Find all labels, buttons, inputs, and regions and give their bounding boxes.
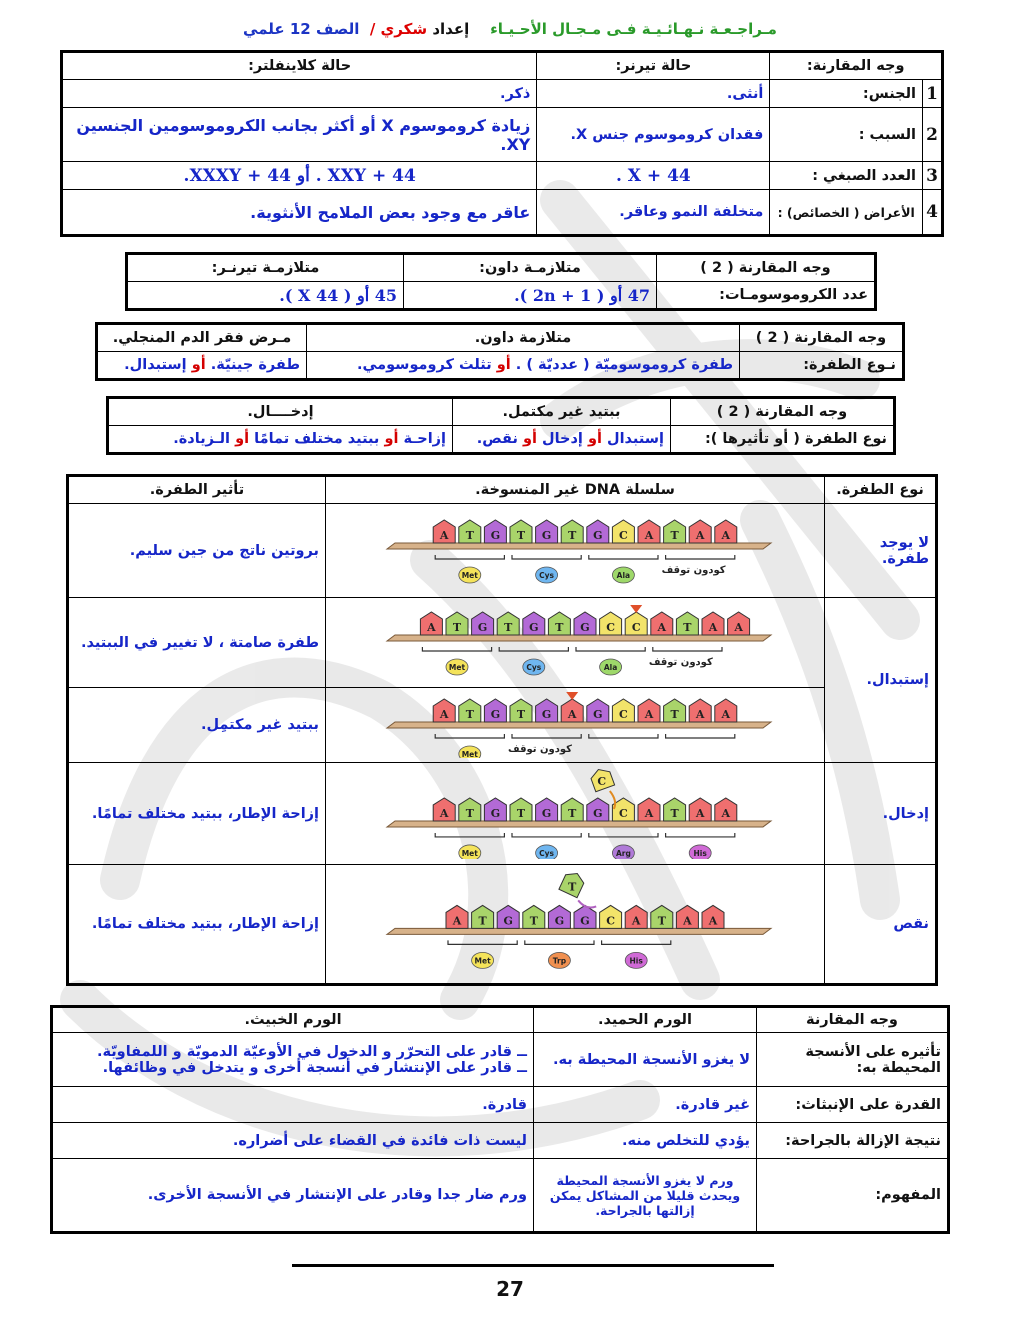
dna-base: [561, 520, 583, 543]
dna-base: [587, 699, 609, 722]
dna-base: [433, 520, 455, 543]
mutation-arrow: [630, 605, 642, 613]
t5-type: لا يوجد طفرة.: [825, 504, 937, 598]
t6-benign-value: ورم لا يغزو الأنسجة المحيطة ويحدث قليلا من المشاكل يمكن إزالتها بالجراحة.: [534, 1159, 757, 1233]
dna-base: [625, 612, 647, 635]
t5-effect: طفرة صامتة ، لا تغيير في الببتيد.: [68, 598, 326, 688]
dna-base: [728, 612, 750, 635]
t1-row-chromosomes: [62, 162, 943, 190]
dna-base: [459, 797, 481, 820]
dna-base-letter: T: [670, 806, 679, 820]
dna-base-letter: G: [490, 528, 501, 542]
dna-base-letter: A: [695, 528, 705, 542]
t2-row: [127, 282, 876, 310]
dna-base: [612, 520, 634, 543]
dna-base-letter: G: [490, 708, 501, 721]
dna-base-letter: G: [554, 914, 565, 928]
dna-base-letter: A: [644, 806, 654, 820]
dna-base-letter: G: [477, 620, 488, 634]
t1-row-number: 3: [923, 162, 943, 190]
t3-row: [97, 352, 904, 380]
t6-benign-value: لا يغزو الأنسجة المحيطة به.: [534, 1033, 757, 1087]
dna-base-letter: A: [708, 914, 718, 928]
dna-base: [536, 699, 558, 722]
t3-row-label: نـوع الطفرة:: [740, 352, 904, 380]
t5-header-type: نوع الطفرة.: [825, 476, 937, 504]
codon-bracket: [512, 832, 581, 836]
t1-row-number: 1: [923, 80, 943, 108]
t6-row-label: المفهوم:: [757, 1159, 949, 1233]
turner-klinefelter-table: [60, 50, 944, 237]
dna-base-letter: T: [516, 528, 526, 542]
dna-base-letter: G: [490, 806, 501, 820]
peptide-insertion-table: [106, 396, 896, 455]
dna-base: [497, 612, 519, 635]
amino-acid-label: Ala: [616, 570, 631, 580]
amino-acid-label: Arg: [615, 848, 631, 858]
t5-header-dna: سلسلة DNA غير المنسوخة.: [326, 476, 825, 504]
t4-or: أو: [384, 431, 399, 447]
dna-base: [651, 905, 673, 928]
amino-acid-label: Met: [448, 662, 466, 672]
t5-type: إستبدال.: [825, 598, 937, 763]
t4-insert-b: ببتيد مختلف تمامًا: [254, 431, 380, 447]
dna-base: [638, 520, 660, 543]
amino-acid-label: Cys: [539, 848, 555, 858]
dna-base-letter: T: [504, 620, 513, 634]
t6-row-effect: [52, 1033, 949, 1087]
codon-bracket: [589, 832, 658, 836]
dna-base: [484, 797, 506, 820]
t1-row-symptoms: [62, 190, 943, 236]
dna-base-letter: A: [734, 620, 743, 634]
t3-sickle-value: [97, 352, 307, 380]
dna-base-letter: G: [541, 708, 552, 721]
dna-base-letter: C: [606, 620, 615, 634]
t5-effect: بروتين ناتج من جين سليم.: [68, 504, 326, 598]
dna-base: [612, 699, 634, 722]
codon-bracket: [576, 647, 645, 651]
t6-malignant-line: ــ قادر على الإنتشار في أنسجة أخرى و يتدخل في وظائفها.: [102, 1059, 527, 1076]
t5-row-substitution-silent: [68, 598, 937, 688]
t3-down-b: تثلث كروموسومي.: [356, 357, 492, 373]
dna-base-letter: A: [567, 708, 577, 721]
dna-base: [676, 905, 698, 928]
t6-malignant-value: ورم ضار جدا وقادر على الإنتشار في الأنسجة الأخرى.: [52, 1159, 534, 1233]
t6-benign-value: يؤدي للتخلص منه.: [534, 1123, 757, 1159]
dna-base: [433, 797, 455, 820]
dna-strand-nonsense: [375, 688, 775, 758]
t1-row-label: الجنس:: [770, 80, 923, 108]
dna-base: [548, 612, 570, 635]
dna-base-letter: C: [619, 806, 628, 820]
t5-row-substitution-nonsense: [68, 688, 937, 763]
amino-acid-label: His: [629, 956, 643, 966]
t5-type: إدخال.: [825, 763, 937, 865]
dna-base: [638, 699, 660, 722]
t1-row-cause: [62, 108, 943, 162]
down-sickle-table: [95, 322, 905, 381]
dna-base: [433, 699, 455, 722]
codon-bracket: [448, 940, 517, 944]
t5-effect: ببتيد غير مكتمِل.: [68, 688, 326, 763]
t6-row-concept: [52, 1159, 949, 1233]
dna-base-letter: C: [606, 914, 615, 928]
amino-acid-label: Ala: [603, 662, 618, 672]
codon-bracket: [666, 734, 735, 738]
codon-bracket: [435, 734, 504, 738]
t1-klinefelter-value: ذكر.: [62, 80, 537, 108]
t6-benign-value: غير قادرة.: [534, 1087, 757, 1123]
dna-base-letter: T: [516, 708, 526, 721]
t5-row-none: [68, 504, 937, 598]
t4-header-insertion: إدخــــال.: [108, 398, 453, 426]
dna-base-letter: T: [670, 708, 679, 721]
t5-row-deletion: [68, 865, 937, 985]
dna-base: [420, 612, 442, 635]
codon-bracket: [666, 555, 735, 559]
t6-malignant-value: [52, 1033, 534, 1087]
t5-dna-cell: [326, 763, 825, 865]
dna-base-letter: A: [708, 620, 718, 634]
t6-header-benign: الورم الحميد.: [534, 1007, 757, 1033]
dna-base-letter: T: [670, 528, 679, 542]
t4-row: [108, 426, 895, 454]
mutation-arrow: [566, 692, 578, 700]
mutation-types-table: [66, 474, 938, 986]
t1-klinefelter-value: زيادة كروموسوم X أو أكثر بجانب الكروموسومين الجنسين XY.: [62, 108, 537, 162]
codon-bracket: [653, 647, 722, 651]
dna-backbone: [387, 543, 771, 549]
dna-base: [702, 905, 724, 928]
dna-base: [587, 797, 609, 820]
dna-base: [510, 699, 532, 722]
dna-base: [510, 797, 532, 820]
dna-base-letter: T: [657, 914, 666, 928]
dna-base-letter: T: [529, 914, 538, 928]
t6-malignant-line: ــ قادر على التحرّر و الدخول في الأوعيّة الدمويّة و اللمفاويّة.: [96, 1043, 527, 1060]
dna-backbone: [387, 928, 771, 934]
stop-codon-label: كودون توقف: [648, 656, 713, 668]
t5-effect: إزاحة الإطار، ببتيد مختلف تمامًا.: [68, 763, 326, 865]
codon-bracket: [435, 832, 504, 836]
amino-acid-label: Met: [474, 956, 491, 966]
dna-base-letter: A: [452, 914, 462, 928]
t3-sickle-a: طفرة جينيّة.: [210, 357, 300, 373]
dna-base-letter: A: [695, 806, 705, 820]
dna-backbone: [387, 635, 771, 641]
dna-base: [510, 520, 532, 543]
t5-dna-cell: [326, 688, 825, 763]
amino-acid-label: Met: [461, 750, 478, 758]
dna-base-letter: T: [465, 528, 474, 542]
t4-incomplete-c: نقص.: [476, 431, 518, 447]
t5-header-effect: تأثير الطفرة.: [68, 476, 326, 504]
t3-sickle-b: إستبدال.: [124, 357, 187, 373]
dna-base-letter: G: [580, 914, 590, 928]
amino-acid-label: Trp: [552, 956, 567, 966]
dna-base-letter: A: [721, 528, 731, 542]
header-grade: الصف 12 علمي: [243, 20, 360, 38]
t5-type: نقص: [825, 865, 937, 985]
dna-backbone: [387, 820, 771, 826]
t1-row-label: العدد الصبغي :: [770, 162, 923, 190]
dna-base-letter: G: [593, 806, 603, 820]
dna-base: [715, 699, 737, 722]
t3-header-sickle: مـرض فقر الدم المنجلي.: [97, 324, 307, 352]
t4-incomplete-a: إستبدال: [607, 431, 664, 447]
deleted-base: [559, 869, 586, 897]
t1-klinefelter-value: 44 + XXY . أو 44 + XXXY.: [62, 162, 537, 190]
dna-base-letter: C: [631, 620, 641, 634]
t2-turner-value: 45 أو ( 44 X ).: [127, 282, 404, 310]
t1-row-number: 2: [923, 108, 943, 162]
dna-base-letter: G: [541, 528, 552, 542]
codon-bracket: [512, 734, 581, 738]
t3-header-down: متلازمة داون.: [307, 324, 740, 352]
dna-base-letter: G: [580, 620, 590, 634]
dna-base: [497, 905, 519, 928]
dna-strand-normal: [375, 509, 775, 589]
codon-bracket: [602, 940, 671, 944]
dna-base-letter: T: [465, 806, 474, 820]
t4-or: أو: [235, 431, 250, 447]
stop-codon-label: كودون توقف: [661, 564, 726, 576]
t6-malignant-value: قادرة.: [52, 1087, 534, 1123]
dna-base-letter: T: [478, 914, 487, 928]
t5-dna-cell: [326, 598, 825, 688]
dna-base: [484, 520, 506, 543]
dna-base-letter: A: [439, 708, 449, 721]
dna-base: [664, 699, 686, 722]
amino-acid-label: Cys: [526, 662, 542, 672]
dna-base-letter: A: [427, 620, 436, 634]
dna-base: [446, 612, 468, 635]
dna-base: [536, 797, 558, 820]
t5-dna-cell: [326, 504, 825, 598]
t2-down-value: 47 أو ( 2n + 1 ).: [404, 282, 657, 310]
t1-row-number: 4: [923, 190, 943, 236]
dna-base-letter: A: [721, 806, 731, 820]
deleted-base-letter: T: [568, 880, 577, 894]
t5-dna-cell: [326, 865, 825, 985]
t5-row-insertion: [68, 763, 937, 865]
dna-base: [702, 612, 724, 635]
dna-base: [625, 905, 647, 928]
t3-or: أو: [496, 357, 511, 373]
t2-header-turner: متلازمـة تيرنـر:: [127, 254, 404, 282]
dna-base: [664, 520, 686, 543]
dna-base-letter: T: [568, 806, 577, 820]
codon-bracket: [666, 832, 735, 836]
dna-base-letter: A: [683, 914, 692, 928]
t1-row-sex: [62, 80, 943, 108]
dna-base-letter: C: [619, 528, 628, 542]
dna-base: [664, 797, 686, 820]
dna-base-letter: A: [439, 806, 449, 820]
dna-base: [548, 905, 570, 928]
t1-turner-value: متخلفة النمو وعاقر.: [537, 190, 770, 236]
amino-acid-label: Cys: [539, 570, 555, 580]
dna-base-letter: A: [631, 914, 641, 928]
t1-turner-value: 44 + X .: [537, 162, 770, 190]
page-header: [0, 20, 1020, 38]
dna-base-letter: T: [452, 620, 462, 634]
t6-header-aspect: وجه المقارنة: [757, 1007, 949, 1033]
t5-effect: إزاحة الإطار، ببتيد مختلف تمامًا.: [68, 865, 326, 985]
dna-strand-deletion: [375, 867, 775, 977]
t4-insert-c: الـزيادة.: [173, 431, 231, 447]
dna-base: [472, 905, 494, 928]
dna-base: [676, 612, 698, 635]
t6-row-surgery: [52, 1123, 949, 1159]
dna-base-letter: C: [619, 708, 628, 721]
dna-base-letter: G: [541, 806, 552, 820]
dna-base: [574, 612, 596, 635]
codon-bracket: [589, 555, 658, 559]
t2-header-aspect: وجه المقارنة ( 2 ): [657, 254, 876, 282]
dna-base-letter: A: [695, 708, 705, 721]
inserted-base-letter: C: [597, 774, 607, 788]
dna-base-letter: T: [516, 806, 526, 820]
dna-base-letter: G: [593, 528, 603, 542]
t1-turner-value: أنثى.: [537, 80, 770, 108]
dna-base: [689, 797, 711, 820]
dna-base: [574, 905, 596, 928]
dna-base: [689, 699, 711, 722]
amino-acid-label: His: [693, 848, 707, 858]
t3-header-aspect: وجه المقارنة ( 2 ): [740, 324, 904, 352]
t6-row-metastasis: [52, 1087, 949, 1123]
t1-klinefelter-value: عاقر مع وجود بعض الملامح الأنثوية.: [62, 190, 537, 236]
t1-turner-value: فقدان كروموسوم جنس X.: [537, 108, 770, 162]
t1-row-label: الأعراض ( الخصائص) :: [770, 190, 923, 236]
t4-header-aspect: وجه المقارنة ( 2 ): [671, 398, 895, 426]
t3-or: أو: [191, 357, 206, 373]
dna-base: [587, 520, 609, 543]
dna-base: [715, 797, 737, 820]
t4-insertion-value: [108, 426, 453, 454]
t1-header-turner: حالة تيرنر:: [537, 52, 770, 80]
dna-base-letter: A: [644, 528, 654, 542]
dna-base: [651, 612, 673, 635]
t3-down-a: طفرة كروموسوميّة ( عدديّة ) .: [515, 357, 733, 373]
dna-base-letter: A: [721, 708, 731, 721]
amino-acid-label: Met: [461, 570, 478, 580]
dna-base: [638, 797, 660, 820]
t6-header-malignant: الورم الخبيث.: [52, 1007, 534, 1033]
codon-bracket: [422, 647, 491, 651]
header-prepared-by: إعداد: [432, 20, 470, 38]
t1-header-klinefelter: حالة كلاينفلتر:: [62, 52, 537, 80]
t1-row-label: السبب :: [770, 108, 923, 162]
t4-or: أو: [522, 431, 537, 447]
dna-strand-silent: [375, 601, 775, 681]
t6-malignant-value: ليست ذات فائدة في القضاء على أضراره.: [52, 1123, 534, 1159]
amino-acid-label: Met: [461, 848, 478, 858]
header-author: شكري /: [369, 20, 428, 38]
footer-divider: [292, 1264, 774, 1267]
dna-base: [523, 612, 545, 635]
t1-header-aspect: وجه المقارنة:: [770, 52, 943, 80]
dna-base: [523, 905, 545, 928]
dna-base-letter: G: [529, 620, 539, 634]
dna-backbone: [387, 722, 771, 728]
codon-bracket: [589, 734, 658, 738]
dna-base-letter: T: [465, 708, 474, 721]
dna-base-letter: T: [555, 620, 564, 634]
codon-bracket: [512, 555, 581, 559]
dna-base: [472, 612, 494, 635]
t6-row-label: نتيجة الإزالة بالجراحة:: [757, 1123, 949, 1159]
t4-or: أو: [587, 431, 602, 447]
t4-row-label: نوع الطفرة ( أو تأثيرها ):: [671, 426, 895, 454]
dna-base: [600, 905, 622, 928]
codon-bracket: [435, 555, 504, 559]
t6-row-label: تأثيره على الأنسجة المحيطة به:: [757, 1033, 949, 1087]
t6-row-label: القدرة على الإنبثاث:: [757, 1087, 949, 1123]
t4-header-incomplete: ببتيد غير مكتمل.: [453, 398, 671, 426]
dna-base-letter: A: [657, 620, 667, 634]
header-title: مـراجـعـة نـهـائـيـة فـى مـجـال الأحـيـاء: [490, 20, 777, 38]
t2-header-down: متلازمـة داون:: [404, 254, 657, 282]
dna-base: [600, 612, 622, 635]
dna-base: [459, 699, 481, 722]
down-turner-table: [125, 252, 877, 311]
t3-down-value: [307, 352, 740, 380]
dna-base: [536, 520, 558, 543]
dna-base: [446, 905, 468, 928]
dna-base: [561, 797, 583, 820]
deletion-arrow: [578, 900, 596, 907]
dna-base: [561, 699, 583, 722]
t4-incomplete-value: [453, 426, 671, 454]
page-number: 27: [496, 1277, 524, 1301]
dna-base: [689, 520, 711, 543]
t2-row-label: عدد الكروموسومـات:: [657, 282, 876, 310]
dna-base-letter: T: [683, 620, 692, 634]
codon-bracket: [525, 940, 594, 944]
t4-insert-a: إزاحـة: [403, 431, 446, 447]
dna-base: [715, 520, 737, 543]
dna-strand-insertion: [375, 765, 775, 859]
codon-bracket: [499, 647, 568, 651]
dna-base-letter: G: [503, 914, 513, 928]
t4-incomplete-b: إدخال: [542, 431, 583, 447]
inserted-base: [589, 766, 615, 792]
dna-base: [484, 699, 506, 722]
dna-base-letter: A: [439, 528, 449, 542]
dna-base-letter: G: [593, 708, 603, 721]
dna-base-letter: A: [644, 708, 654, 721]
tumor-comparison-table: [50, 1005, 950, 1234]
dna-base: [459, 520, 481, 543]
stop-codon-label: كودون توقف: [508, 744, 572, 755]
dna-base-letter: T: [568, 528, 577, 542]
